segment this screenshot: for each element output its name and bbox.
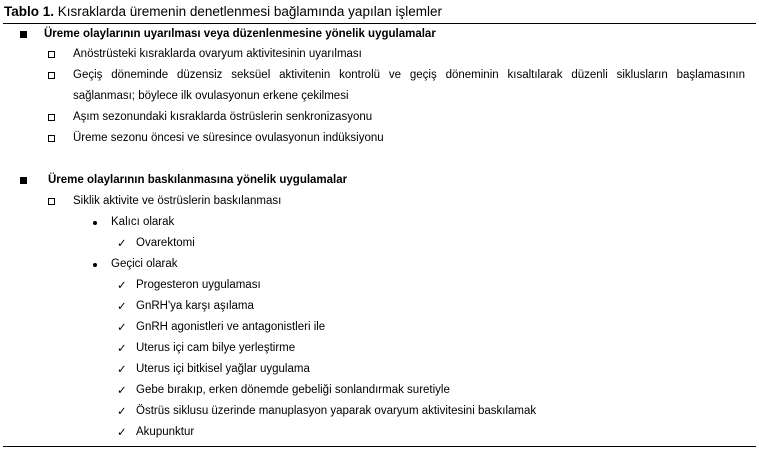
bottom-rule bbox=[3, 446, 756, 447]
method-item: Ovarektomi bbox=[136, 237, 195, 249]
check-mark-icon: ✓ bbox=[117, 383, 127, 397]
caption-text: Kısraklarda üremenin denetlenmesi bağlamında yapılan işlemler bbox=[54, 4, 442, 19]
check-mark-icon: ✓ bbox=[117, 278, 127, 292]
check-mark-icon: ✓ bbox=[117, 236, 127, 250]
top-rule bbox=[3, 23, 756, 24]
method-item: Progesteron uygulaması bbox=[136, 279, 261, 291]
check-mark-icon: ✓ bbox=[117, 404, 127, 418]
caption-label: Tablo 1. bbox=[4, 4, 55, 19]
list-item: Geçiş döneminde düzensiz seksüel aktivitenin kontrolü ve geçiş döneminin kısaltılarak düzenli siklusların başlamasının bbox=[73, 69, 745, 81]
method-item: Uterus içi cam bilye yerleştirme bbox=[136, 342, 296, 354]
check-mark-icon: ✓ bbox=[117, 299, 127, 313]
table-caption bbox=[4, 3, 442, 21]
check-mark-icon: ✓ bbox=[117, 362, 127, 376]
filled-square-bullet-icon bbox=[20, 177, 27, 184]
method-item: Akupunktur bbox=[136, 426, 195, 438]
empty-square-bullet-icon bbox=[48, 198, 55, 205]
section-heading-stimulation: Üreme olaylarının uyarılması veya düzenlenmesine yönelik uygulamalar bbox=[44, 28, 436, 40]
empty-square-bullet-icon bbox=[48, 51, 55, 58]
check-mark-icon: ✓ bbox=[117, 341, 127, 355]
list-item: Üreme sezonu öncesi ve süresince ovulasyonun indüksiyonu bbox=[73, 132, 384, 144]
round-bullet-icon bbox=[93, 221, 97, 225]
empty-square-bullet-icon bbox=[48, 72, 55, 79]
empty-square-bullet-icon bbox=[48, 114, 55, 121]
method-item: Uterus içi bitkisel yağlar uygulama bbox=[136, 363, 310, 375]
section-heading-suppression: Üreme olaylarının baskılanmasına yönelik uygulamalar bbox=[48, 174, 348, 186]
empty-square-bullet-icon bbox=[48, 135, 55, 142]
method-item: Östrüs siklusu üzerinde manuplasyon yaparak ovaryum aktivitesini baskılamak bbox=[136, 405, 537, 417]
list-item: Anöstrüsteki kısraklarda ovaryum aktivitesinin uyarılması bbox=[73, 48, 362, 60]
method-item: GnRH agonistleri ve antagonistleri ile bbox=[136, 321, 326, 333]
check-mark-icon: ✓ bbox=[117, 320, 127, 334]
list-item-continuation: sağlanması; böylece ilk ovulasyonun erkene çekilmesi bbox=[73, 90, 349, 102]
list-item: Siklik aktivite ve östrüslerin baskılanması bbox=[73, 195, 282, 207]
filled-square-bullet-icon bbox=[20, 31, 27, 38]
round-bullet-icon bbox=[93, 263, 97, 267]
check-mark-icon: ✓ bbox=[117, 425, 127, 439]
group-label-permanent: Kalıcı olarak bbox=[111, 216, 175, 228]
method-item: Gebe bırakıp, erken dönemde gebeliği sonlandırmak suretiyle bbox=[136, 384, 450, 396]
group-label-temporary: Geçici olarak bbox=[111, 258, 178, 270]
list-item: Aşım sezonundaki kısraklarda östrüslerin senkronizasyonu bbox=[73, 111, 373, 123]
method-item: GnRH'ya karşı aşılama bbox=[136, 300, 254, 312]
